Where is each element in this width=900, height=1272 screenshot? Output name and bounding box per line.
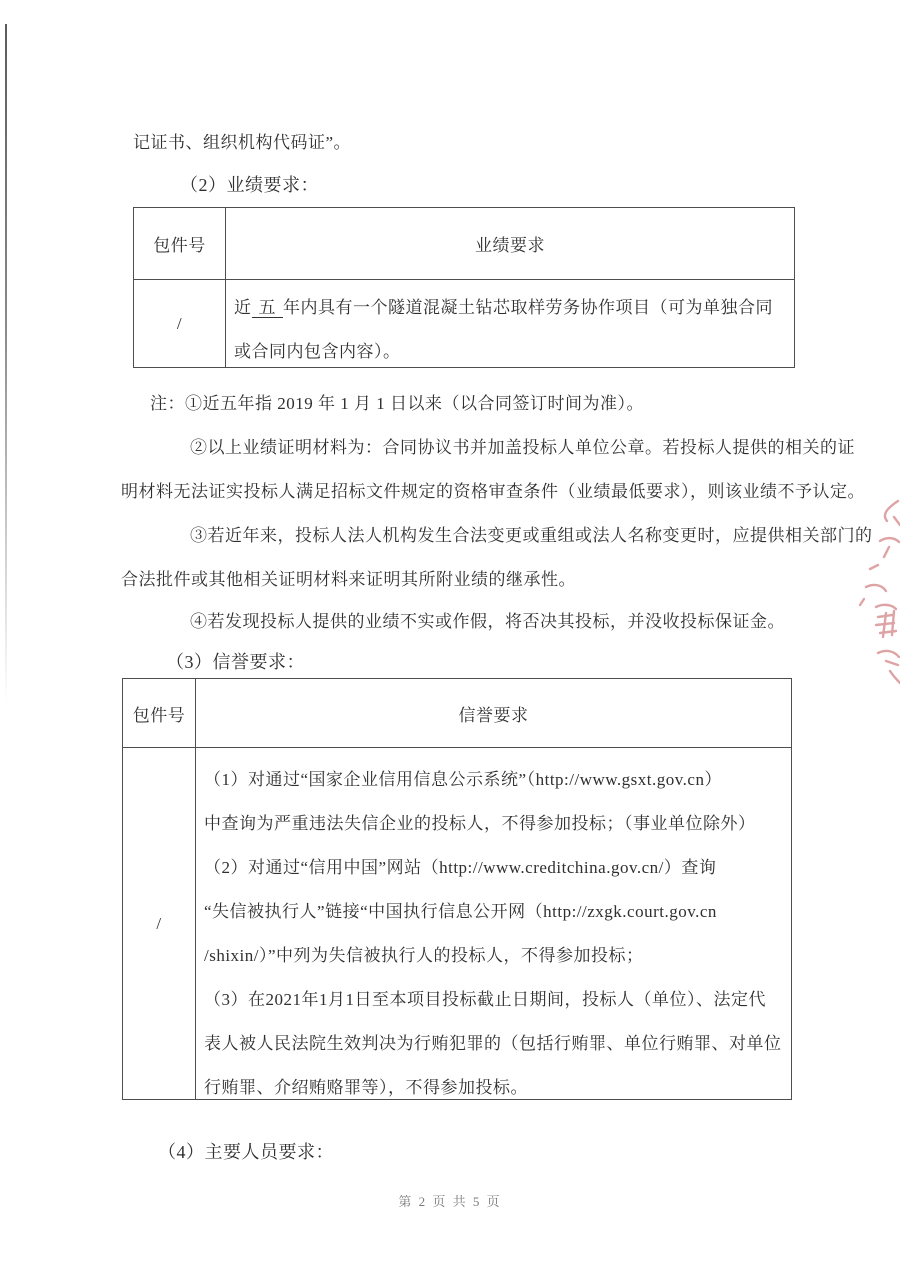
table-header-row — [134, 208, 794, 280]
header-cell-credit-requirement: 信誉要求 — [458, 705, 529, 725]
red-seal-stamp-fragment — [856, 495, 900, 700]
table-row — [134, 280, 794, 368]
credit-line: （3）在2021年1月1日至本项目投标截止日期间，投标人（单位）、法定代 — [204, 990, 766, 1009]
note-4: ④若发现投标人提供的业绩不实或作假，将否决其投标，并没收投标保证金。 — [190, 612, 785, 631]
section-performance-heading: （2）业绩要求： — [180, 175, 319, 195]
note-2-line-2: 明材料无法证实投标人满足招标文件规定的资格审查条件（业绩最低要求），则该业绩不予认定。 — [121, 482, 865, 501]
section-personnel-heading: （4）主要人员要求： — [158, 1142, 334, 1162]
page-footer: 第 2 页 共 5 页 — [398, 1194, 502, 1209]
requirement-line2: 或合同内包含内容）。 — [234, 342, 401, 361]
credit-line: 中查询为严重违法失信企业的投标人，不得参加投标；（事业单位除外） — [204, 814, 756, 833]
cell-credit-requirement — [196, 748, 791, 1100]
section-credit-heading: （3）信誉要求： — [166, 652, 305, 672]
performance-requirements-table — [133, 207, 795, 368]
credit-line: “失信被执行人”链接“中国执行信息公开网（http://zxgk.court.gov.cn — [204, 902, 717, 921]
scan-edge-artifact — [5, 24, 7, 704]
credit-line: /shixin/）”中列为失信被执行人的投标人，不得参加投标； — [204, 946, 644, 965]
note-3-line-2: 合法批件或其他相关证明材料来证明其所附业绩的继承性。 — [121, 570, 576, 589]
credit-line: （2）对通过“信用中国”网站（http://www.creditchina.gov.cn/）查询 — [204, 858, 717, 877]
cell-performance-requirement — [226, 280, 794, 368]
intro-line: 记证书、组织机构代码证”。 — [133, 133, 352, 152]
red-seal-icon — [856, 495, 900, 700]
note-3-line-1: ③若近年来，投标人法人机构发生合法变更或重组或法人名称变更时，应提供相关部门的 — [190, 526, 873, 545]
note-1: 注：①近五年指 2019 年 1 月 1 日以来（以合同签订时间为准）。 — [150, 394, 644, 413]
table-header-row — [123, 679, 791, 748]
credit-line: 行贿罪、介绍贿赂罪等），不得参加投标。 — [204, 1078, 528, 1097]
note-2-line-1: ②以上业绩证明材料为：合同协议书并加盖投标人单位公章。若投标人提供的相关的证 — [190, 438, 855, 457]
credit-line: （1）对通过“国家企业信用信息公示系统”（http://www.gsxt.gov.cn） — [204, 770, 722, 789]
requirement-years-blank: 五 — [252, 298, 284, 318]
cell-package-no: / — [134, 280, 226, 368]
credit-requirements-table — [122, 678, 792, 1100]
header-cell-package-no: 包件号 — [134, 208, 226, 279]
table-row — [123, 748, 791, 1100]
header-cell-package-no: 包件号 — [123, 679, 196, 747]
header-cell-performance-requirement: 业绩要求 — [475, 236, 545, 255]
credit-line: 表人被人民法院生效判决为行贿犯罪的（包括行贿罪、单位行贿罪、对单位 — [204, 1034, 782, 1053]
requirement-prefix: 近 — [234, 298, 252, 317]
cell-package-no: / — [123, 748, 196, 1100]
requirement-line1-rest: 年内具有一个隧道混凝土钻芯取样劳务协作项目（可为单独合同 — [283, 298, 773, 317]
